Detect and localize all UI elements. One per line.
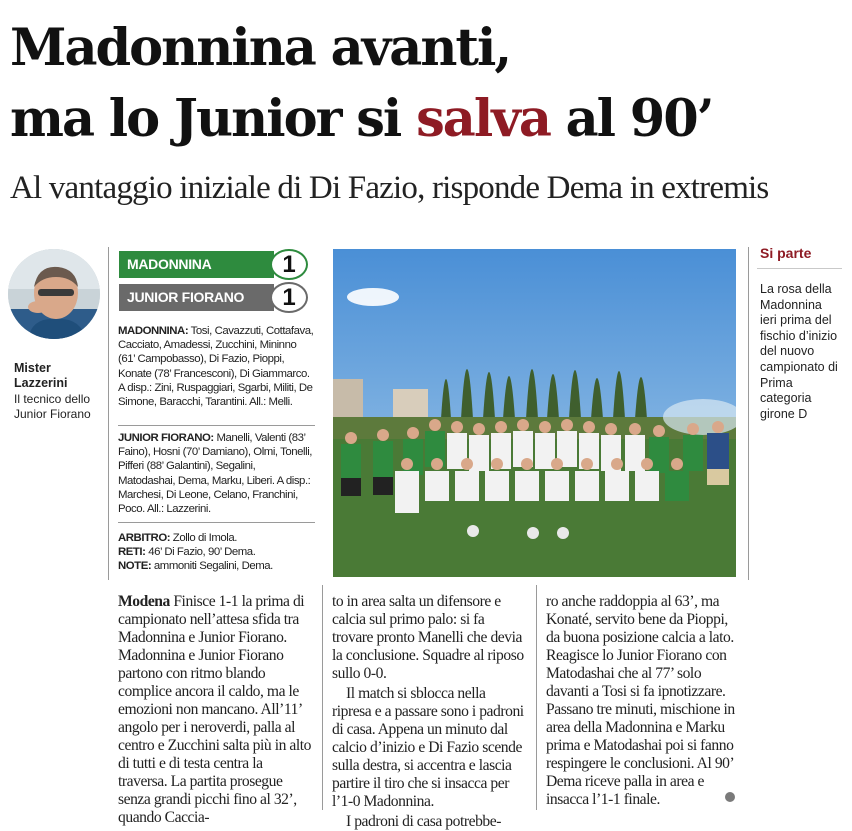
sidebar-title: Si parte <box>760 245 812 261</box>
headline-line-2: ma lo Junior si salva al 90’ <box>10 89 713 149</box>
column-divider <box>108 247 109 580</box>
article-dateline: Modena <box>118 593 170 610</box>
score-madonnina: 1 <box>270 249 308 280</box>
team-photo <box>333 249 736 577</box>
mister-name: Mister Lazzerini <box>14 361 68 390</box>
column-divider <box>748 247 749 580</box>
lineup-separator <box>118 425 315 426</box>
headline-line-1: Madonnina avanti, <box>10 18 511 78</box>
sidebar-caption: La rosa della Madonnina ieri prima del fischio d’inizio del nuovo campionato di Prima categoria girone D <box>760 282 838 421</box>
column-divider <box>536 585 537 810</box>
end-mark <box>725 792 735 802</box>
article-column-3: ro anche raddoppia al 63’, ma Konaté, servito bene da Pioppi, da buona posizione calcia a lato. Reagisce lo Junior Fiorano con Matodashai che al 77’ solo davanti a Tosi si fa ipnotizzare. Passano tre minuti, mischione in area della Madonnina e Marku prima e Matodashai poi si fanno respingere le conclusioni. Al 90’ Dema riceve palla in area e insacca l’1-1 finale. <box>546 593 735 808</box>
lineup-separator <box>118 522 315 523</box>
team-madonnina: MADONNINA <box>119 251 274 278</box>
note-line: NOTE: ammoniti Segalini, Dema. <box>118 560 273 573</box>
column-divider <box>322 585 323 810</box>
lineup-junior-fiorano: JUNIOR FIORANO: Manelli, Valenti (83’ Faino), Hosni (70’ Damiano), Olmi, Tonelli, Pifferi (88’ Galantini), Segalini, Matodashai, Dema, Marku, Liberi. A disp.: Marchesi, Di Leone, Celano, Franchini, Poco. All.: Lazzerini. <box>118 432 312 516</box>
headline-highlight: salva <box>416 89 550 149</box>
sidebar-separator <box>757 268 842 269</box>
mister-caption: Il tecnico dello Junior Fiorano <box>14 392 91 421</box>
article-column-1: Modena Finisce 1-1 la prima di campionato nell’attesa sfida tra Madonnina e Junior Fiorano. Madonnina e Junior Fiorano partono con ritmo blando complice ancora il caldo, ma le emozioni non mancano. All’11’ angolo per i neroverdi, palla al centro e Zucchini salta più in alto di tutti e di testa centra la traversa. La partita prosegue senza grandi picchi fino al 32’, quando Caccia- <box>118 593 311 826</box>
reti-line: RETI: 46’ Di Fazio, 90’ Dema. <box>118 546 256 559</box>
team-junior-fiorano: JUNIOR FIORANO <box>119 284 274 311</box>
subheadline: Al vantaggio iniziale di Di Fazio, risponde Dema in extremis <box>10 170 769 206</box>
article-column-2: to in area salta un difensore e calcia sul primo palo: si fa trovare pronto Manelli che devia la conclusione. Squadre al riposo sullo 0-0. Il match si sblocca nella ripresa e a passare sono i padroni di casa. Appena un minuto dal calcio d’inizio e Di Fazio scende sulla destra, si accentra e lascia partire il tiro che si insacca per l’1-0 Madonnina. I padroni di casa potrebbe- <box>332 593 524 830</box>
match-info <box>118 531 315 574</box>
mister-photo <box>8 249 100 339</box>
score-junior-fiorano: 1 <box>270 282 308 313</box>
lineup-madonnina: MADONNINA: Tosi, Cavazzuti, Cottafava, Cacciato, Amadessi, Zucchini, Mininno (61’ Campobasso), Di Fazio, Pioppi, Konate (78’ Francesconi), Di Giammarco. A disp.: Zini, Ruspaggiari, Sgarbi, Militi, De Simone, Baracchi, Tarantini. All.: Melli. <box>118 325 314 409</box>
arbitro-line: ARBITRO: Zollo di Imola. <box>118 532 237 544</box>
